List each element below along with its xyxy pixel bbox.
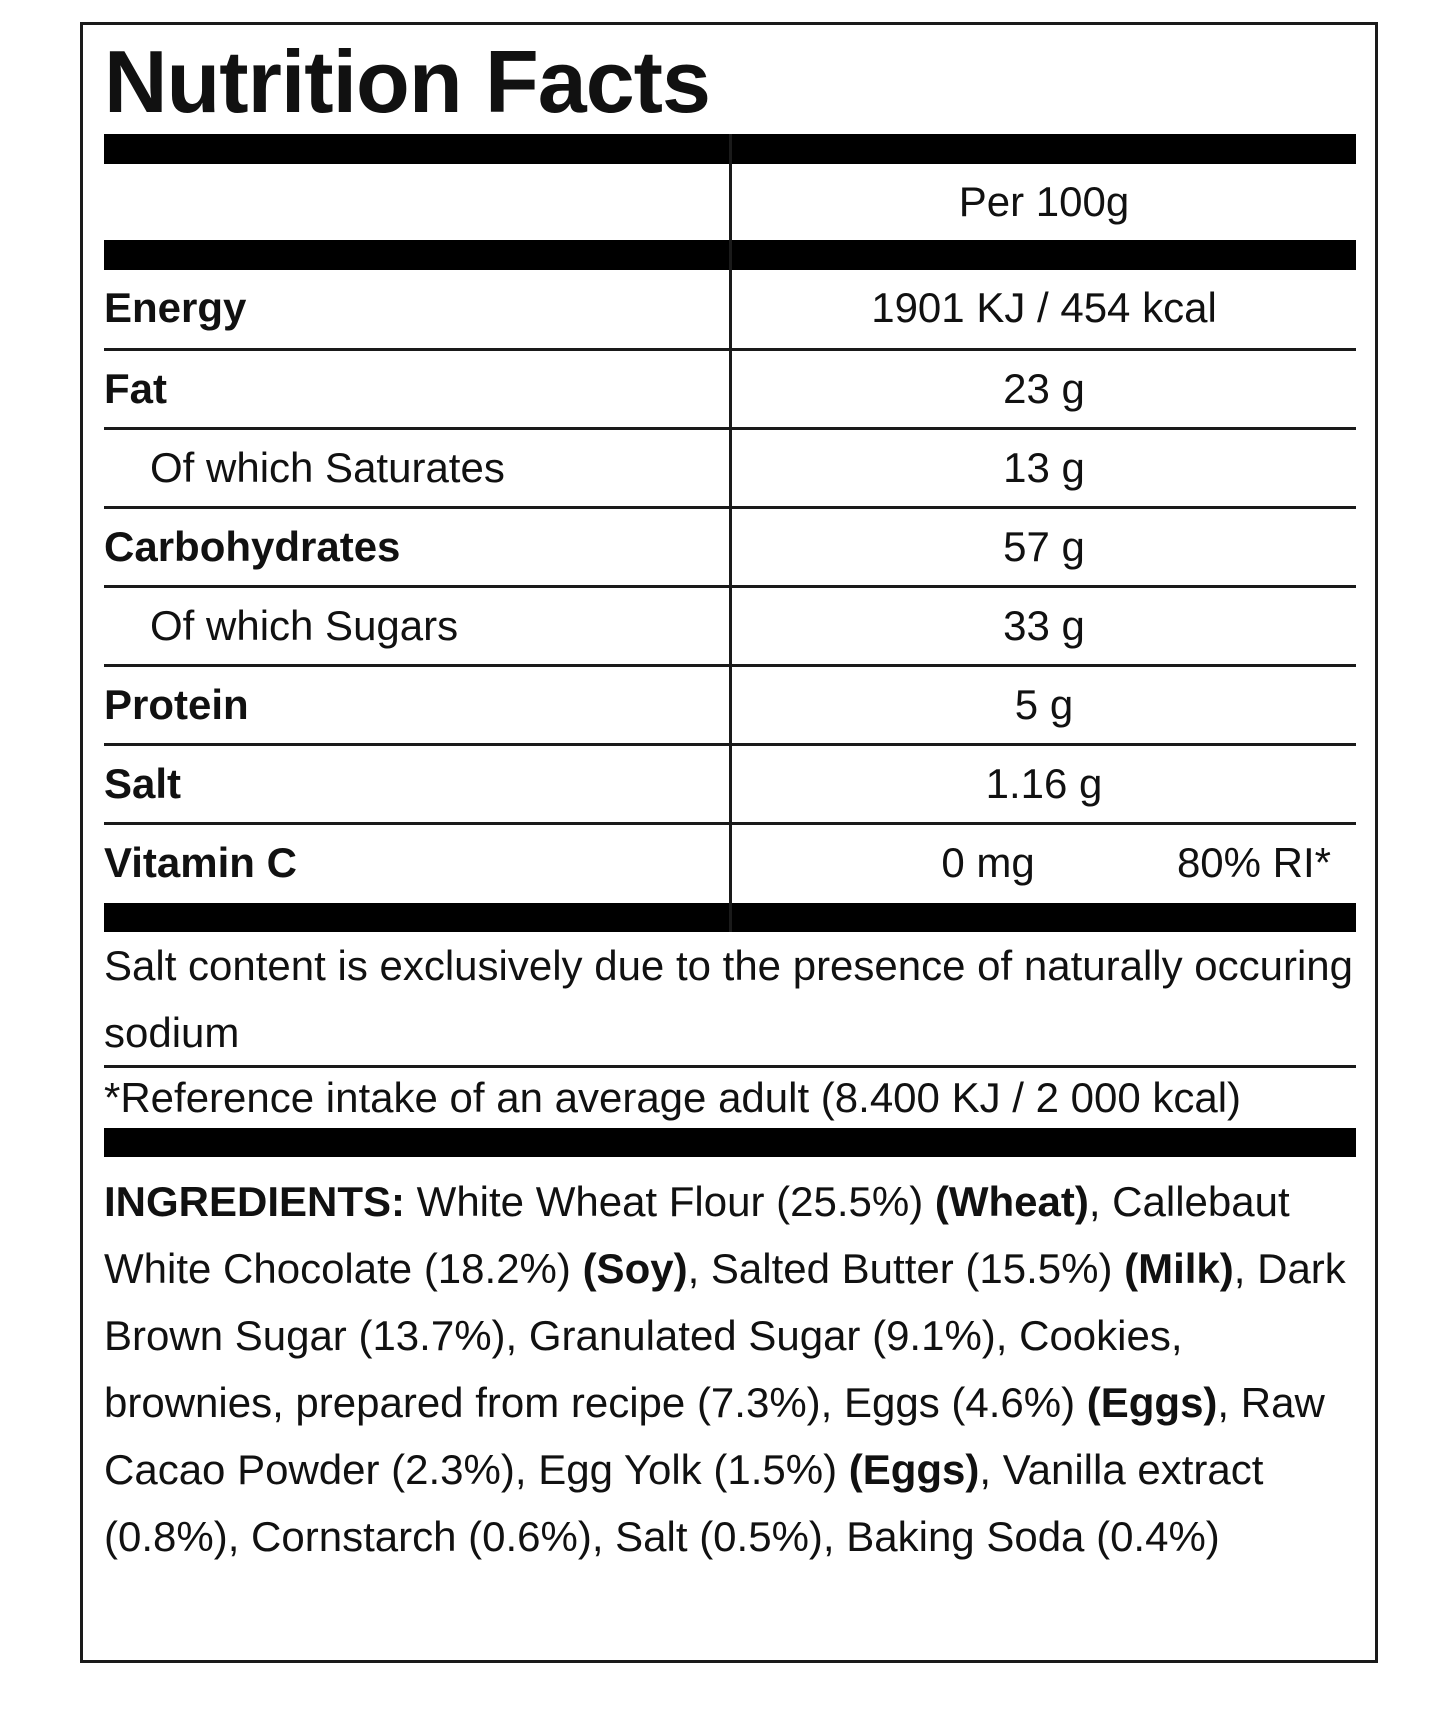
allergen: (Milk): [1124, 1245, 1234, 1292]
ingredients-text: White Wheat Flour (25.5%): [405, 1178, 935, 1225]
nutrient-value: 1901 KJ / 454 kcal: [871, 284, 1217, 331]
ingredients-text: , Salted Butter (15.5%): [687, 1245, 1125, 1292]
nutrient-value: 23 g: [1003, 365, 1085, 412]
nutrient-value: 13 g: [1003, 444, 1085, 491]
nutrient-value: 1.16 g: [985, 760, 1103, 807]
nutrient-row-sugars: [104, 588, 1356, 664]
allergen: (Eggs): [1086, 1379, 1218, 1426]
nutrient-row-fat: [104, 351, 1356, 427]
nutrient-name: Of which Sugars: [150, 602, 459, 649]
salt-note: Salt content is exclusively due to the presence of naturally occuring sodium: [104, 942, 1354, 1056]
ingredients-thick-divider: [104, 1128, 1356, 1157]
nutrient-name: Of which Saturates: [150, 444, 505, 491]
ingredients-text: , Vanilla extract (0.8%), Cornstarch (0.6%), Salt (0.5%), Baking Soda (0.4%): [104, 1446, 1264, 1560]
allergen: (Wheat): [934, 1178, 1089, 1225]
ingredients-text: , Callebaut White Chocolate (18.2%): [104, 1178, 1290, 1292]
reference-intake-percent: 80% RI*: [1176, 839, 1332, 886]
column-header: Per 100g: [958, 178, 1130, 225]
nutrient-row-energy: [104, 270, 1356, 346]
ingredients-text: , Dark Brown Sugar (13.7%), Granulated Sugar (9.1%), Cookies, brownies, prepared from recipe (7.3%), Eggs (4.6%): [104, 1245, 1346, 1426]
nutrient-row-protein: [104, 667, 1356, 743]
nutrient-value: 5 g: [1014, 681, 1074, 728]
nutrient-name: Protein: [104, 681, 249, 728]
ingredients-text: , Raw Cacao Powder (2.3%), Egg Yolk (1.5%): [104, 1379, 1325, 1493]
nutrient-row-salt: [104, 746, 1356, 822]
ingredients-list: [104, 1168, 1356, 1570]
column-header-row: [104, 164, 1356, 240]
nutrient-name: Fat: [104, 365, 167, 412]
nutrient-name: Carbohydrates: [104, 523, 401, 570]
nutrient-row-carbohydrates: [104, 509, 1356, 585]
label-title: Nutrition Facts: [104, 32, 710, 131]
nutrient-value: 33 g: [1003, 602, 1085, 649]
nutrient-name: Salt: [104, 760, 182, 807]
nutrient-row-saturates: [104, 430, 1356, 506]
reference-intake-note: *Reference intake of an average adult (8.400 KJ / 2 000 kcal): [104, 1074, 1242, 1121]
nutrient-name: Vitamin C: [104, 839, 297, 886]
nutrient-value: 57 g: [1003, 523, 1085, 570]
ingredients-heading: INGREDIENTS:: [104, 1178, 406, 1225]
allergen: (Soy): [582, 1245, 688, 1292]
nutrient-name: Energy: [104, 284, 247, 331]
nutrient-value: 0 mg: [941, 839, 1035, 886]
nutrient-row-vitamin-c: [104, 825, 1356, 901]
allergen: (Eggs): [848, 1446, 980, 1493]
